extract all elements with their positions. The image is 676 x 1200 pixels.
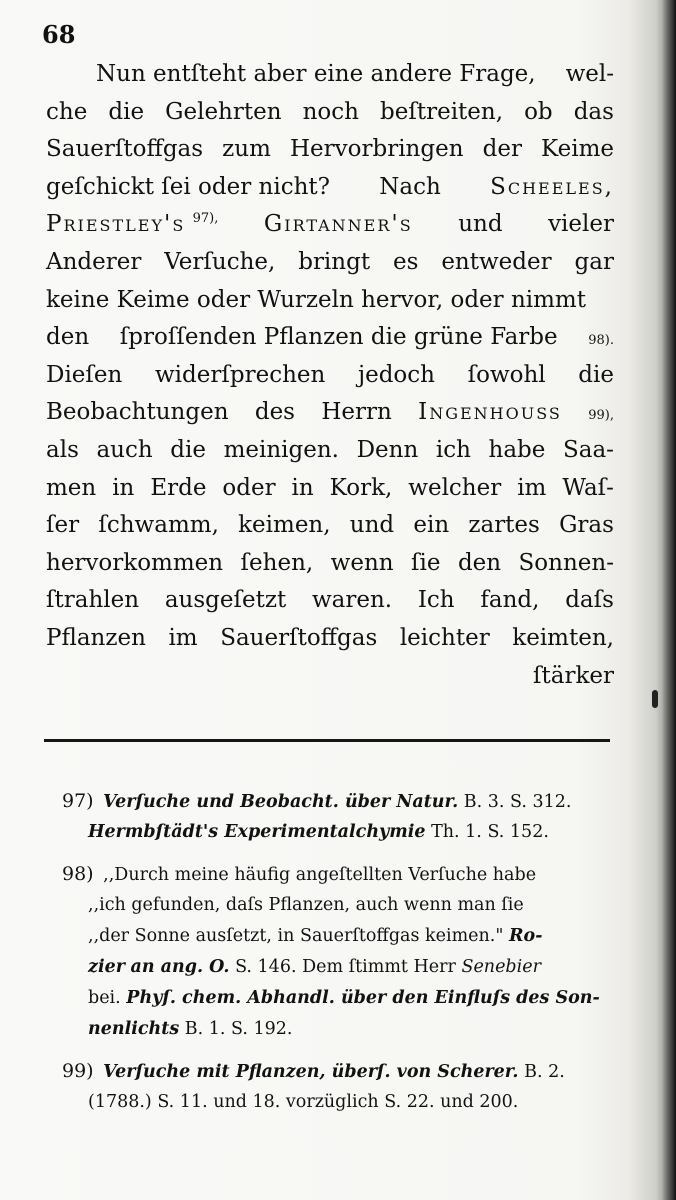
text-line: keine Keime oder Wurzeln hervor, oder nimmt: [46, 286, 586, 313]
footnote-number: 98): [62, 863, 94, 885]
text-line: Nun entſteht aber eine andere Frage, wel-: [96, 61, 614, 87]
footnote-99: 99) Verſuche mit Pflanzen, überſ. von Scherer. B. 2. (1788.) S. 11. und 18. vorzüglich S. 22. und 200.: [62, 1060, 565, 1112]
text-line: den ſproſſenden Pflanzen die grüne Farbe 98).: [46, 324, 614, 351]
text-line: Pflanzen im Sauerſtoffgas leichter keimten,: [46, 624, 614, 651]
text-line: als auch die meinigen. Denn ich habe Saa-: [46, 436, 614, 463]
footnote-number: 97): [62, 790, 94, 812]
text-line: che die Gelehrten noch beſtreiten, ob das: [46, 98, 614, 125]
footnotes: [62, 786, 618, 1129]
text-line: hervorkommen ſehen, wenn ſie den Sonnen-: [46, 549, 614, 576]
text-line: Sauerſtoffgas zum Hervorbringen der Keime: [46, 136, 614, 163]
ink-smudge: [652, 690, 658, 708]
text-line: geſchickt ſei oder nicht? Nach Scheeles,: [46, 173, 614, 200]
page-edge-shadow: [662, 0, 676, 1200]
text-line: Beobachtungen des Herrn Ingenhouss 99),: [46, 399, 614, 426]
catchword: ſtärker: [532, 662, 614, 689]
text-line: men in Erde oder in Kork, welcher im Waſ-: [46, 474, 614, 501]
body-text: [46, 56, 614, 695]
page-number: 68: [42, 20, 76, 49]
catchword-line: [46, 658, 614, 696]
footnote-97: 97) Verſuche und Beobacht. über Natur. B. 3. S. 312. Hermbſtädt's Experimentalchymie Th. 1. S. 152.: [62, 790, 572, 842]
text-line: ſtrahlen ausgeſetzt waren. Ich fand, daſs: [46, 587, 614, 614]
text-line: Anderer Verſuche, bringt es entweder gar: [46, 248, 614, 275]
footnote-number: 99): [62, 1060, 94, 1082]
text-line: ſer ſchwamm, keimen, und ein zartes Gras: [46, 512, 614, 539]
footnote-98: 98) ,,Durch meine häufig angeſtellten Verſuche habe ,,ich gefunden, daſs Pflanzen, auch wenn man ſie ,,der Sonne ausſetzt, in Sauerſtoffgas keimen." Ro- zier an ang. O. S. 146. Dem ſtimmt Herr Senebier bei. Phyſ. chem. Abhandl. über den Einfluſs des Son- nenlichts B. 1. S. 192.: [62, 863, 600, 1039]
footnote-separator-rule: [44, 739, 610, 742]
text-line: Dieſen widerſprechen jedoch ſowohl die: [46, 361, 614, 388]
text-line: Priestley's $^{97),}$ Girtanner's und vieler: [46, 211, 614, 238]
